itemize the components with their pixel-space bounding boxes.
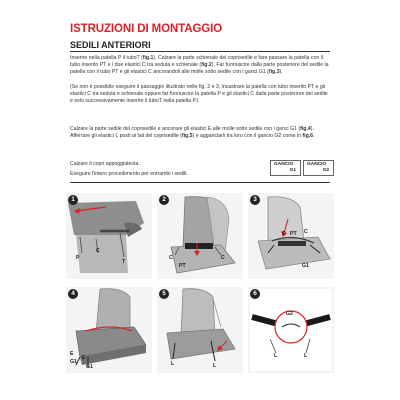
label-t: T <box>122 259 126 265</box>
label-e: E <box>70 351 74 357</box>
figure-2 <box>157 193 243 279</box>
label-l: L <box>213 363 217 369</box>
fig-ref: fig.2 <box>201 62 212 69</box>
label-l: L <box>304 353 308 359</box>
hook-g2-legend <box>303 160 334 176</box>
label-g1: G1 <box>302 263 309 269</box>
instruction-paragraph-5: Eseguire l'intero procedimento per entrambi i sedili. <box>70 171 188 177</box>
text: ). Calzare la parte schienale del coprisedile e fare passare la patella con il tubo inserito PT e i due elastici C tra seduta e schienale ( <box>70 55 323 69</box>
figure-3 <box>248 193 334 279</box>
figure-number: 3 <box>250 195 260 205</box>
label-c: C <box>221 255 225 261</box>
label-g1: G1 <box>86 364 93 370</box>
figure-number: 5 <box>159 289 169 299</box>
fig-ref: fig.6 <box>302 133 314 140</box>
label-g1: G1 <box>70 359 77 365</box>
figure-number: 2 <box>159 195 169 205</box>
figure-1 <box>66 193 152 279</box>
section-subtitle: SEDILI ANTERIORI <box>70 40 151 50</box>
hook-joining-illustration <box>248 287 334 373</box>
figure-5 <box>157 287 243 373</box>
text: Calzare la parte sedile del coprisedile e ancorare gli elastici E alle molle sotto sedile con i ganci G1 ( <box>70 126 301 132</box>
hook-name: GANCIO <box>274 162 294 167</box>
label-e: E <box>82 355 86 361</box>
label-pt: PT <box>179 263 186 269</box>
label-p: P <box>76 255 80 261</box>
label-l: L <box>171 361 175 367</box>
label-c: C <box>96 248 100 254</box>
fig-ref: fig.4 <box>300 126 311 132</box>
figure-4 <box>66 287 152 373</box>
instruction-paragraph-1 <box>70 55 332 77</box>
fig-ref: fig.5 <box>181 133 193 140</box>
text: ). Afferrare gli elastici L posti ai lati del coprisedile ( <box>70 126 314 140</box>
label-c: C <box>169 255 173 261</box>
label-l: L <box>274 353 278 359</box>
seat-cover-flap-illustration <box>66 193 152 279</box>
label-g2: G2 <box>286 311 293 317</box>
text: Inserire nella patella P il tuboT ( <box>70 55 143 61</box>
page-title: ISTRUZIONI DI MONTAGGIO <box>70 23 223 35</box>
seat-cushion-cover-illustration <box>66 287 152 373</box>
hook-g1-legend <box>270 160 301 176</box>
instruction-paragraph-3 <box>70 126 332 140</box>
figure-number: 4 <box>68 289 78 299</box>
divider <box>70 51 330 52</box>
fig-ref: fig.1 <box>142 55 154 61</box>
fig-ref: fig.3 <box>268 69 280 76</box>
hook-name: GANCIO <box>307 162 327 167</box>
figure-6 <box>248 287 334 373</box>
figure-number: 1 <box>68 195 78 205</box>
text: ). <box>279 69 283 76</box>
text: . <box>313 133 315 140</box>
seat-gap-insertion-illustration <box>157 193 243 279</box>
label-pt: PT <box>290 231 297 237</box>
divider <box>70 182 330 183</box>
text: ). Far fuoriuscire dalla parte posteriore del sedile la patella con il tubo PT e gli elastici C ancorandoli alle molle sotto sedile con i ganci G1 ( <box>70 62 329 76</box>
instruction-paragraph-4: Calzare il copri appoggiatesta. <box>70 161 140 167</box>
text: ) e agganciarli tra loro con il gancio G2 come in <box>192 133 303 140</box>
hook-code: G2 <box>322 168 329 173</box>
figure-number: 6 <box>250 289 260 299</box>
instruction-paragraph-2: (Se non è possibile eseguire il passaggio illustrato nelle fig. 2 e 3, incastrare la patella con tubo inserito PT e gli elastici C tra seduta e schienale oppure far fuoriuscire la patella P e gli elastici C dalla parte posteriore del sedile e solo successivamente inserire il tuboT nella patella P.) <box>70 84 328 105</box>
label-c: C <box>282 231 286 237</box>
label-c: C <box>304 229 308 235</box>
hook-code: G1 <box>289 168 296 173</box>
side-straps-illustration <box>157 287 243 373</box>
